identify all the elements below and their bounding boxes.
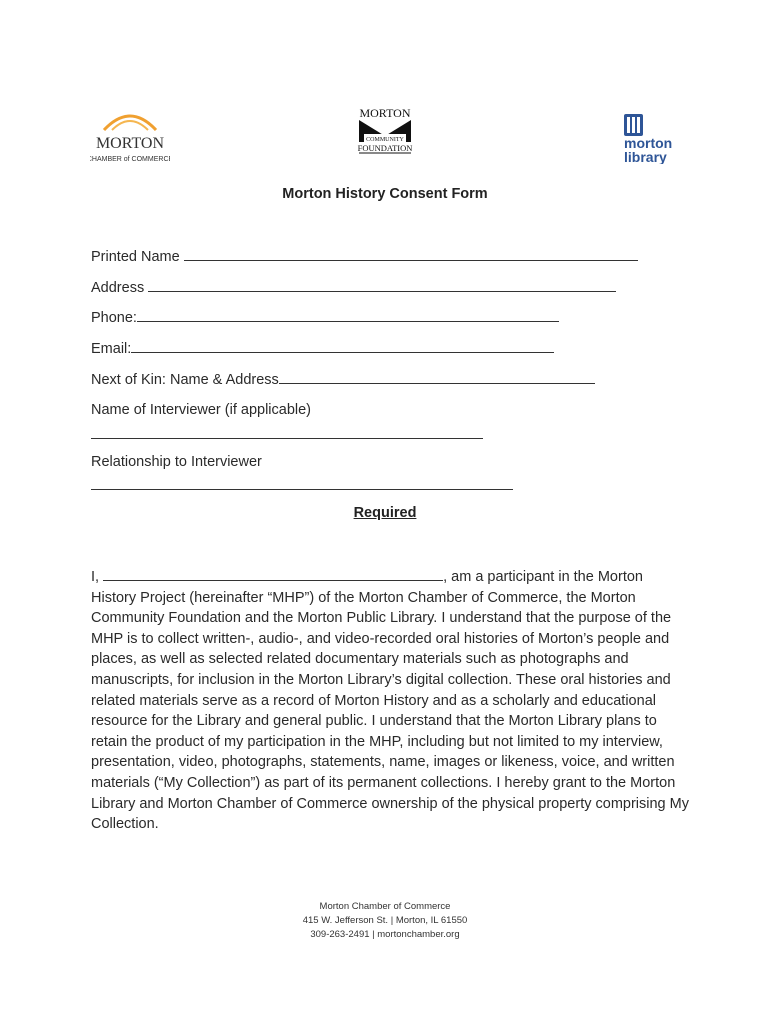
footer-contact: 309-263-2491 | mortonchamber.org xyxy=(310,929,460,940)
chamber-logo-name: MORTON xyxy=(95,135,165,152)
interviewer-field xyxy=(91,402,311,418)
required-heading: Required xyxy=(353,505,417,521)
consent-text: , am a participant in the Morton History Project (hereinafter “MHP”) of the Morton Chamber of Commerce, the Morton Community Foundation and the Morton Public Library. I understand that the purpose of the MHP is to collect written-, audio-, and video-recorded oral histories of Morton’s people and places, as well as selected related documentary materials such as photographs and manuscripts, for inclusion in the Morton Library’s digital collection. These oral histories and related materials serve as a record of Morton History and as a scholarly and educational resource for the Library and general public. I understand that the Morton Library plans to retain the product of my participation in the MHP, including but not limited to my interview, presentation, video, photographs, statements, name, images or likeness, voice, and written materials (“My Collection”) as part of its permanent collections. I hereby grant to the Morton Library and Morton Chamber of Commerce ownership of the physical property comprising My Collection. xyxy=(91,569,689,833)
svg-text:COMMUNITY: COMMUNITY xyxy=(366,137,404,143)
consent-prefix: I, xyxy=(91,569,100,585)
next-of-kin-line[interactable] xyxy=(279,371,595,384)
printed-name-field[interactable] xyxy=(91,248,638,265)
address-field[interactable] xyxy=(91,279,616,296)
printed-name-label: Printed Name xyxy=(91,249,180,265)
chamber-of-commerce-logo xyxy=(90,106,170,166)
morton-library-logo xyxy=(622,112,678,164)
community-foundation-logo xyxy=(352,106,418,156)
form-title: Morton History Consent Form xyxy=(282,186,488,202)
phone-line[interactable] xyxy=(137,309,559,322)
footer-org: Morton Chamber of Commerce xyxy=(319,901,451,912)
next-of-kin-label: Next of Kin: Name & Address xyxy=(91,372,279,388)
address-line[interactable] xyxy=(148,279,616,292)
printed-name-line[interactable] xyxy=(184,248,638,261)
chamber-logo-sub: CHAMBER of COMMERCE xyxy=(90,156,170,163)
relationship-line[interactable] xyxy=(91,489,513,490)
interviewer-label: Name of Interviewer (if applicable) xyxy=(91,402,312,418)
footer-address: 415 W. Jefferson St. | Morton, IL 61550 xyxy=(302,915,468,926)
email-field[interactable] xyxy=(91,340,554,357)
next-of-kin-field[interactable] xyxy=(91,371,595,388)
relationship-label: Relationship to Interviewer xyxy=(91,454,262,470)
svg-text:morton: morton xyxy=(624,135,673,151)
email-label: Email: xyxy=(91,341,132,357)
svg-text:library: library xyxy=(624,149,667,164)
participant-name-line[interactable] xyxy=(103,568,443,581)
svg-text:FOUNDATION: FOUNDATION xyxy=(357,143,413,153)
address-label: Address xyxy=(91,280,145,296)
footer xyxy=(0,900,770,942)
consent-paragraph xyxy=(91,567,691,835)
interviewer-line[interactable] xyxy=(91,438,483,439)
phone-label: Phone: xyxy=(91,310,137,326)
email-line[interactable] xyxy=(131,340,554,353)
phone-field[interactable] xyxy=(91,309,559,326)
relationship-field xyxy=(91,454,262,470)
svg-text:MORTON: MORTON xyxy=(359,106,411,120)
